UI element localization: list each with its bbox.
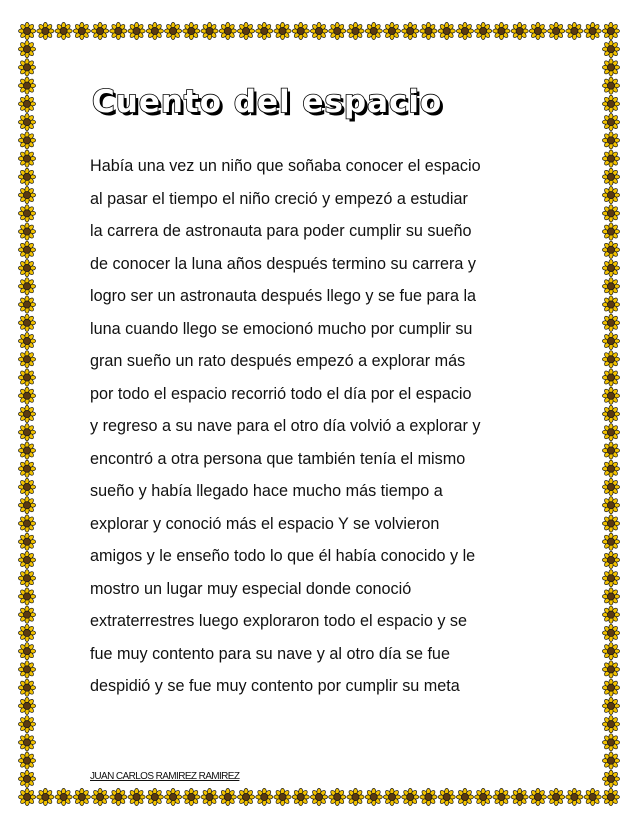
story-line: luna cuando llego se emocionó mucho por cumplir su — [90, 319, 473, 338]
sunflower-icon — [602, 533, 619, 550]
sunflower-icon — [292, 22, 309, 39]
sunflower-icon — [602, 478, 619, 495]
story-line: logro ser un astronauta después llego y se fue para la — [90, 287, 477, 305]
sunflower-icon — [55, 788, 72, 805]
sunflower-icon — [602, 734, 619, 751]
sunflower-icon — [18, 332, 35, 349]
sunflower-icon — [19, 788, 36, 805]
sunflower-icon — [602, 314, 619, 331]
sunflower-icon — [602, 497, 619, 514]
sunflower-icon — [18, 734, 35, 751]
sunflower-icon — [584, 22, 601, 39]
sunflower-icon — [256, 22, 273, 39]
sunflower-icon — [110, 788, 127, 805]
sunflower-icon — [566, 788, 583, 805]
sunflower-icon — [73, 788, 90, 805]
sunflower-icon — [602, 132, 619, 149]
sunflower-icon — [584, 788, 601, 805]
sunflower-border-art — [18, 22, 620, 40]
sunflower-icon — [201, 788, 218, 805]
sunflower-icon — [18, 697, 35, 714]
sunflower-icon — [456, 22, 473, 39]
sunflower-icon — [37, 22, 54, 39]
sunflower-icon — [602, 259, 619, 276]
sunflower-icon — [18, 679, 35, 696]
sunflower-icon — [602, 679, 619, 696]
story-line: sueño y había llegado hace mucho más tiempo a — [90, 482, 443, 500]
sunflower-icon — [18, 405, 35, 422]
sunflower-icon — [602, 424, 619, 441]
sunflower-icon — [602, 697, 619, 714]
sunflower-icon — [18, 223, 35, 240]
sunflower-border-top — [18, 22, 620, 40]
sunflower-border-art — [18, 40, 36, 788]
story-line: explorar y conoció más el espacio Y se volvieron — [90, 514, 440, 533]
sunflower-icon — [602, 150, 619, 167]
sunflower-icon — [183, 22, 200, 39]
sunflower-icon — [237, 788, 254, 805]
sunflower-icon — [383, 22, 400, 39]
sunflower-icon — [602, 515, 619, 532]
sunflower-border-bottom — [18, 788, 620, 806]
sunflower-icon — [18, 77, 35, 94]
sunflower-icon — [548, 22, 565, 39]
sunflower-icon — [438, 788, 455, 805]
sunflower-icon — [602, 387, 619, 404]
sunflower-icon — [18, 752, 35, 769]
sunflower-icon — [548, 788, 565, 805]
sunflower-icon — [18, 624, 35, 641]
sunflower-icon — [18, 716, 35, 733]
sunflower-icon — [18, 588, 35, 605]
sunflower-icon — [201, 22, 218, 39]
sunflower-icon — [18, 661, 35, 678]
sunflower-icon — [329, 788, 346, 805]
sunflower-icon — [310, 788, 327, 805]
sunflower-icon — [91, 788, 108, 805]
sunflower-icon — [183, 788, 200, 805]
sunflower-border-art — [18, 788, 620, 806]
sunflower-icon — [347, 22, 364, 39]
sunflower-icon — [602, 168, 619, 185]
sunflower-icon — [602, 241, 619, 258]
sunflower-icon — [529, 22, 546, 39]
sunflower-icon — [146, 788, 163, 805]
sunflower-icon — [602, 296, 619, 313]
sunflower-icon — [18, 150, 35, 167]
story-line: fue muy contento para su nave y al otro día se fue — [90, 644, 450, 663]
story-line: mostro un lugar muy especial donde conoció — [90, 579, 412, 598]
sunflower-icon — [18, 259, 35, 276]
story-line: despidió y se fue muy contento por cumplir su meta — [90, 677, 460, 695]
sunflower-icon — [37, 788, 54, 805]
page-title: Cuento del espacio — [92, 84, 443, 120]
sunflower-icon — [511, 22, 528, 39]
sunflower-icon — [420, 22, 437, 39]
story-line: extraterrestres luego exploraron todo el espacio y se — [90, 612, 468, 630]
sunflower-icon — [602, 405, 619, 422]
sunflower-icon — [18, 369, 35, 386]
sunflower-icon — [19, 22, 36, 39]
sunflower-icon — [365, 788, 382, 805]
sunflower-icon — [475, 22, 492, 39]
sunflower-icon — [511, 788, 528, 805]
sunflower-icon — [602, 186, 619, 203]
sunflower-icon — [602, 624, 619, 641]
sunflower-icon — [274, 22, 291, 39]
sunflower-icon — [347, 788, 364, 805]
story-body — [90, 150, 570, 703]
sunflower-icon — [18, 515, 35, 532]
sunflower-icon — [110, 22, 127, 39]
sunflower-icon — [274, 788, 291, 805]
sunflower-icon — [602, 22, 619, 39]
sunflower-icon — [493, 788, 510, 805]
author-footer: JUAN CARLOS RAMIREZ RAMIREZ — [90, 771, 240, 782]
sunflower-icon — [18, 278, 35, 295]
story-line: encontró a otra persona que también tenía el mismo — [90, 449, 466, 468]
sunflower-icon — [18, 570, 35, 587]
sunflower-icon — [602, 570, 619, 587]
story-line: de conocer la luna años después termino su carrera y — [90, 254, 477, 273]
sunflower-icon — [18, 241, 35, 258]
sunflower-icon — [602, 41, 619, 58]
story-line: y regreso a su nave para el otro día volvió a explorar y — [90, 417, 481, 435]
sunflower-icon — [602, 77, 619, 94]
sunflower-icon — [18, 205, 35, 222]
sunflower-icon — [18, 606, 35, 623]
sunflower-icon — [602, 223, 619, 240]
sunflower-icon — [18, 314, 35, 331]
sunflower-icon — [602, 661, 619, 678]
sunflower-icon — [402, 22, 419, 39]
sunflower-border-left — [18, 40, 36, 788]
sunflower-icon — [602, 59, 619, 76]
sunflower-icon — [529, 788, 546, 805]
sunflower-icon — [402, 788, 419, 805]
sunflower-icon — [18, 497, 35, 514]
sunflower-icon — [219, 788, 236, 805]
sunflower-icon — [164, 22, 181, 39]
sunflower-icon — [18, 114, 35, 131]
sunflower-icon — [128, 22, 145, 39]
sunflower-icon — [602, 442, 619, 459]
sunflower-icon — [602, 205, 619, 222]
story-line: amigos y le enseño todo lo que él había conocido y le — [90, 547, 476, 565]
sunflower-icon — [602, 606, 619, 623]
sunflower-icon — [292, 788, 309, 805]
sunflower-icon — [55, 22, 72, 39]
sunflower-icon — [18, 59, 35, 76]
sunflower-icon — [18, 387, 35, 404]
sunflower-icon — [18, 770, 35, 787]
sunflower-icon — [365, 22, 382, 39]
sunflower-icon — [18, 478, 35, 495]
sunflower-icon — [602, 351, 619, 368]
sunflower-icon — [18, 168, 35, 185]
story-line: la carrera de astronauta para poder cumplir su sueño — [90, 222, 472, 240]
sunflower-icon — [18, 186, 35, 203]
sunflower-icon — [18, 643, 35, 660]
sunflower-icon — [310, 22, 327, 39]
sunflower-icon — [438, 22, 455, 39]
sunflower-icon — [456, 788, 473, 805]
sunflower-icon — [18, 424, 35, 441]
sunflower-icon — [602, 588, 619, 605]
sunflower-icon — [219, 22, 236, 39]
sunflower-icon — [475, 788, 492, 805]
sunflower-icon — [602, 369, 619, 386]
sunflower-icon — [18, 460, 35, 477]
story-line: al pasar el tiempo el niño creció y empezó a estudiar — [90, 189, 468, 208]
sunflower-icon — [602, 460, 619, 477]
sunflower-icon — [602, 551, 619, 568]
sunflower-icon — [18, 41, 35, 58]
sunflower-icon — [18, 442, 35, 459]
sunflower-icon — [602, 114, 619, 131]
sunflower-icon — [602, 788, 619, 805]
sunflower-icon — [493, 22, 510, 39]
sunflower-icon — [73, 22, 90, 39]
sunflower-icon — [602, 95, 619, 112]
sunflower-icon — [566, 22, 583, 39]
sunflower-icon — [18, 351, 35, 368]
sunflower-icon — [18, 551, 35, 568]
sunflower-icon — [18, 296, 35, 313]
sunflower-icon — [329, 22, 346, 39]
sunflower-icon — [256, 788, 273, 805]
sunflower-icon — [18, 95, 35, 112]
sunflower-icon — [91, 22, 108, 39]
sunflower-icon — [602, 643, 619, 660]
story-line: Había una vez un niño que soñaba conocer el espacio — [90, 157, 481, 175]
sunflower-icon — [420, 788, 437, 805]
sunflower-icon — [164, 788, 181, 805]
sunflower-icon — [18, 132, 35, 149]
sunflower-icon — [18, 533, 35, 550]
sunflower-icon — [602, 716, 619, 733]
sunflower-icon — [602, 278, 619, 295]
sunflower-icon — [383, 788, 400, 805]
story-line: por todo el espacio recorrió todo el día por el espacio — [90, 384, 472, 403]
story-line: gran sueño un rato después empezó a explorar más — [90, 352, 466, 370]
sunflower-icon — [128, 788, 145, 805]
sunflower-icon — [237, 22, 254, 39]
sunflower-icon — [146, 22, 163, 39]
sunflower-border-art — [602, 40, 620, 788]
sunflower-icon — [602, 332, 619, 349]
sunflower-border-right — [602, 40, 620, 788]
sunflower-icon — [602, 770, 619, 787]
sunflower-icon — [602, 752, 619, 769]
